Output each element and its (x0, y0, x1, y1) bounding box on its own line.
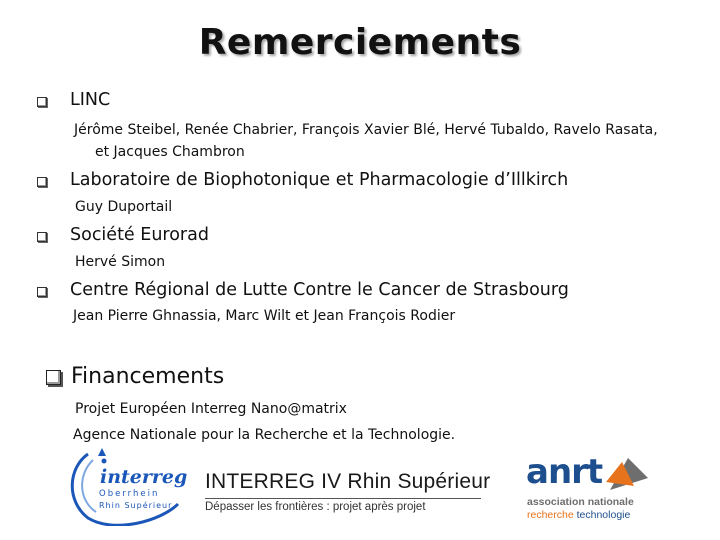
section-heading-centre-regional: Centre Régional de Lutte Contre le Cancer de Strasbourg (70, 280, 569, 300)
checkbox-bullet-icon (37, 287, 47, 297)
interreg-iv-logo (205, 470, 491, 520)
anrt-recherche-word: recherche (527, 509, 574, 521)
financements-detail: Agence Nationale pour la Recherche et la Technologie. (73, 427, 456, 443)
financements-heading: Financements (71, 364, 225, 389)
section-detail: Jean Pierre Ghnassia, Marc Wilt et Jean François Rodier (73, 308, 456, 324)
interreg-oberrhein-logo (66, 446, 186, 526)
page-title: Remerciements (198, 22, 522, 63)
section-heading-eurorad: Société Eurorad (70, 225, 209, 245)
anrt-technologie-word: technologie (576, 509, 631, 521)
anrt-wordmark: anrt (526, 452, 603, 492)
anrt-assoc-text: association nationale (527, 496, 634, 508)
interreg-iv-slogan: Dépasser les frontières : projet après projet (205, 501, 426, 513)
section-heading-linc: LINC (70, 90, 111, 110)
checkbox-bullet-icon (37, 232, 47, 242)
section-detail: et Jacques Chambron (95, 144, 245, 160)
financements-detail: Projet Européen Interreg Nano@matrix (75, 401, 347, 417)
section-detail: Guy Duportail (75, 199, 173, 215)
interreg-rhin-text: Rhin Supérieur (99, 501, 173, 510)
interreg-iv-title: INTERREG IV Rhin Supérieur (205, 470, 491, 493)
anrt-logo (526, 452, 656, 527)
interreg-iv-divider (205, 498, 481, 499)
section-detail: Hervé Simon (75, 254, 166, 270)
checkbox-bullet-icon (37, 177, 47, 187)
interreg-wordmark: interreg (100, 466, 188, 488)
interreg-oberrhein-text: Oberrhein (99, 489, 160, 499)
checkbox-bullet-icon (37, 97, 47, 107)
checkbox-bullet-icon (46, 370, 61, 385)
anrt-recherche-text (527, 509, 630, 521)
section-heading-laboratoire: Laboratoire de Biophotonique et Pharmacologie d’Illkirch (70, 170, 569, 190)
anrt-triangle-icon (604, 454, 650, 492)
section-detail: Jérôme Steibel, Renée Chabrier, François Xavier Blé, Hervé Tubaldo, Ravelo Rasata, (74, 122, 658, 138)
